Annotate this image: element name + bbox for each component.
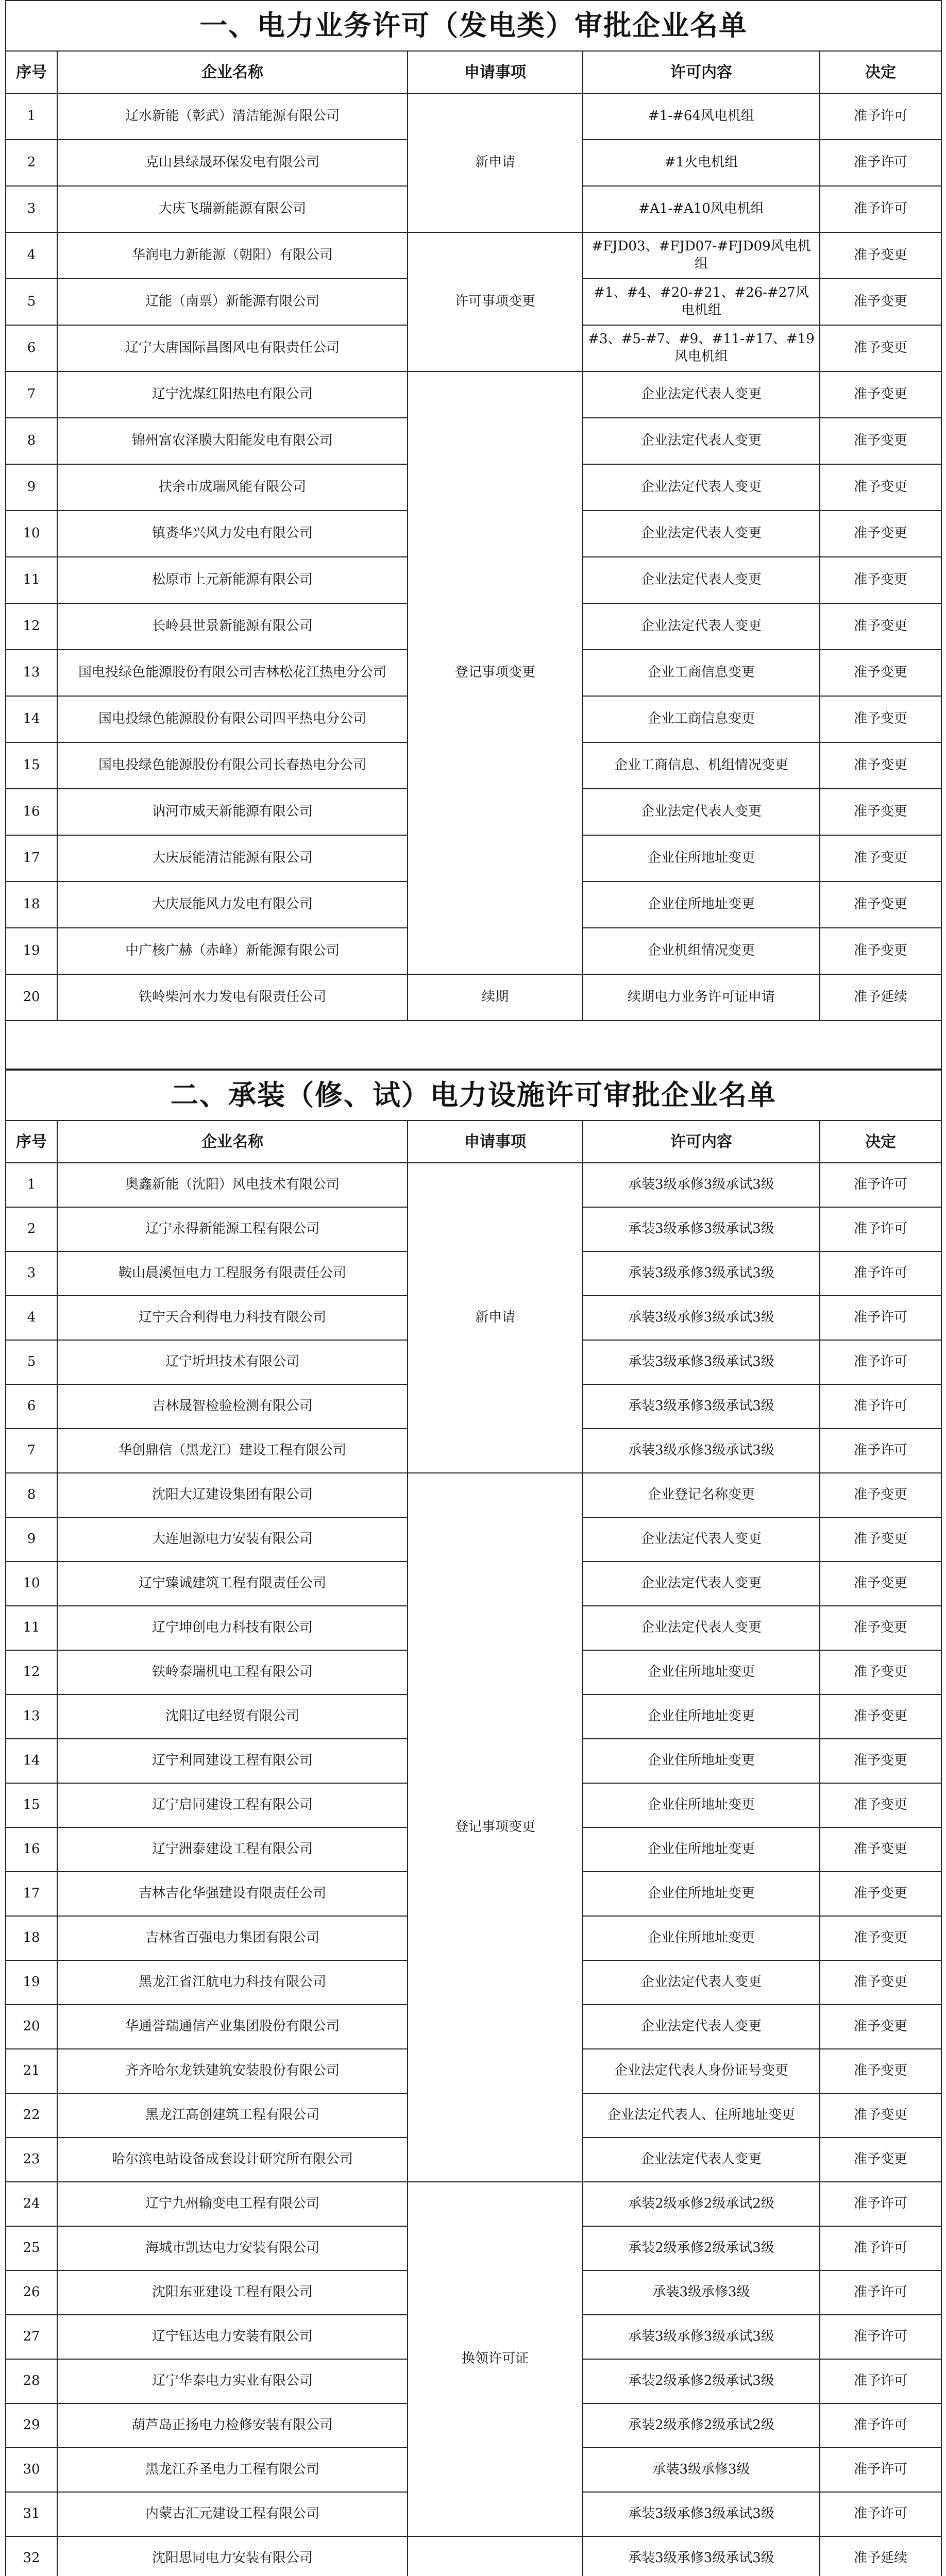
license-content: 承装3级承修3级承试3级: [583, 1251, 820, 1296]
license-content: #1-#64风电机组: [583, 93, 820, 140]
table-row: [6, 2536, 941, 2576]
row-index: 12: [6, 1650, 57, 1694]
title-row: [6, 1070, 941, 1121]
company-name: 吉林晟智检验检测有限公司: [57, 1384, 408, 1429]
header-content: 许可内容: [583, 1121, 820, 1163]
decision: 准予变更: [820, 279, 941, 325]
license-content: 企业住所地址变更: [583, 1739, 820, 1783]
license-content: 承装2级承修2级承试2级: [583, 2403, 820, 2448]
header-content: 许可内容: [583, 51, 820, 93]
application-item: 登记事项变更: [408, 371, 583, 974]
row-index: 3: [6, 186, 57, 232]
license-content: 承装3级承修3级承试3级: [583, 2492, 820, 2536]
row-index: 11: [6, 557, 57, 603]
company-name: 辽宁启同建设工程有限公司: [57, 1783, 408, 1827]
license-content: 企业法定代表人变更: [583, 2005, 820, 2049]
header-company: 企业名称: [57, 1121, 408, 1163]
decision: 准予变更: [820, 789, 941, 835]
license-content: 承装3级承修3级承试3级: [583, 1296, 820, 1340]
application-item: 换领许可证: [408, 2182, 583, 2536]
company-name: 葫芦岛正扬电力检修安装有限公司: [57, 2403, 408, 2448]
license-content: 企业机组情况变更: [583, 928, 820, 974]
gap-cell: [6, 1021, 941, 1069]
row-index: 26: [6, 2270, 57, 2315]
row-index: 14: [6, 696, 57, 742]
company-name: 华润电力新能源（朝阳）有限公司: [57, 232, 408, 279]
row-index: 1: [6, 1163, 57, 1207]
row-index: 6: [6, 1384, 57, 1429]
license-content: 企业法定代表人变更: [583, 557, 820, 603]
company-name: 辽宁坤创电力科技有限公司: [57, 1606, 408, 1650]
row-index: 4: [6, 1296, 57, 1340]
license-content: 承装2级承修2级承试3级: [583, 2359, 820, 2403]
company-name: 辽宁钰达电力安装有限公司: [57, 2315, 408, 2359]
company-name: 中广核广赫（赤峰）新能源有限公司: [57, 928, 408, 974]
row-index: 15: [6, 1783, 57, 1827]
row-index: 2: [6, 140, 57, 186]
decision: 准予许可: [820, 1340, 941, 1384]
decision: 准予许可: [820, 1384, 941, 1429]
row-index: 9: [6, 1517, 57, 1562]
header-item: 申请事项: [408, 51, 583, 93]
decision: 准予变更: [820, 1960, 941, 2005]
decision: 准予变更: [820, 1783, 941, 1827]
decision: 准予变更: [820, 557, 941, 603]
section-gap: [6, 1021, 941, 1069]
license-content: 企业工商信息变更: [583, 650, 820, 696]
row-index: 8: [6, 1473, 57, 1517]
decision: 准予变更: [820, 835, 941, 882]
license-content: #3、#5-#7、#9、#11-#17、#19风电机组: [583, 325, 820, 371]
row-index: 12: [6, 603, 57, 650]
row-index: 27: [6, 2315, 57, 2359]
header-decision: 决定: [820, 1121, 941, 1163]
row-index: 29: [6, 2403, 57, 2448]
company-name: 奥鑫新能（沈阳）风电技术有限公司: [57, 1163, 408, 1207]
license-content: 承装3级承修3级承试3级: [583, 1384, 820, 1429]
decision: 准予延续: [820, 974, 941, 1021]
decision: 准予许可: [820, 2403, 941, 2448]
decision: 准予变更: [820, 1694, 941, 1739]
row-index: 9: [6, 464, 57, 511]
document: [5, 0, 941, 2576]
header-row: [6, 51, 941, 93]
company-name: 克山县绿晟环保发电有限公司: [57, 140, 408, 186]
decision: 准予变更: [820, 2049, 941, 2093]
company-name: 锦州富农泽膜大阳能发电有限公司: [57, 418, 408, 464]
company-name: 吉林省百强电力集团有限公司: [57, 1916, 408, 1960]
row-index: 7: [6, 1429, 57, 1473]
decision: 准予许可: [820, 2270, 941, 2315]
decision: 准予许可: [820, 1296, 941, 1340]
company-name: 沈阳思同电力安装有限公司: [57, 2536, 408, 2576]
decision: 准予变更: [820, 2093, 941, 2138]
application-item: 登记事项变更: [408, 1473, 583, 2182]
company-name: 辽宁天合利得电力科技有限公司: [57, 1296, 408, 1340]
decision: 准予许可: [820, 186, 941, 232]
license-content: 企业法定代表人变更: [583, 1960, 820, 2005]
row-index: 8: [6, 418, 57, 464]
company-name: 海城市凯达电力安装有限公司: [57, 2226, 408, 2270]
decision: 准予变更: [820, 2005, 941, 2049]
license-content: 承装3级承修3级承试3级: [583, 1163, 820, 1207]
decision: 准予变更: [820, 232, 941, 279]
header-item: 申请事项: [408, 1121, 583, 1163]
row-index: 18: [6, 882, 57, 928]
decision: 准予许可: [820, 2359, 941, 2403]
row-index: 25: [6, 2226, 57, 2270]
decision: 准予变更: [820, 1606, 941, 1650]
license-content: 承装3级承修3级承试3级: [583, 2536, 820, 2576]
license-content: 企业法定代表人变更: [583, 371, 820, 418]
company-name: 长岭县世景新能源有限公司: [57, 603, 408, 650]
company-name: 辽宁大唐国际昌图风电有限责任公司: [57, 325, 408, 371]
row-index: 14: [6, 1739, 57, 1783]
row-index: 20: [6, 2005, 57, 2049]
header-index: 序号: [6, 51, 57, 93]
decision: 准予变更: [820, 1916, 941, 1960]
license-content: 企业住所地址变更: [583, 835, 820, 882]
company-name: 扶余市成瑞风能有限公司: [57, 464, 408, 511]
header-decision: 决定: [820, 51, 941, 93]
company-name: 辽宁洲泰建设工程有限公司: [57, 1827, 408, 1872]
decision: 准予许可: [820, 1251, 941, 1296]
license-content: 企业住所地址变更: [583, 1783, 820, 1827]
company-name: 沈阳东亚建设工程有限公司: [57, 2270, 408, 2315]
license-content: #1火电机组: [583, 140, 820, 186]
license-content: 企业住所地址变更: [583, 1650, 820, 1694]
row-index: 32: [6, 2536, 57, 2576]
header-index: 序号: [6, 1121, 57, 1163]
table-row: [6, 232, 941, 279]
row-index: 24: [6, 2182, 57, 2226]
decision: 准予许可: [820, 2315, 941, 2359]
license-content: 企业法定代表人变更: [583, 789, 820, 835]
license-content: 企业法定代表人变更: [583, 464, 820, 511]
company-name: 辽宁九州输变电工程有限公司: [57, 2182, 408, 2226]
license-content: 承装3级承修3级: [583, 2270, 820, 2315]
company-name: 黑龙江高创建筑工程有限公司: [57, 2093, 408, 2138]
license-content: 企业法定代表人变更: [583, 1606, 820, 1650]
license-content: 企业住所地址变更: [583, 882, 820, 928]
license-content: 承装2级承修2级承试3级: [583, 2226, 820, 2270]
company-name: 国电投绿色能源股份有限公司长春热电分公司: [57, 742, 408, 789]
row-index: 10: [6, 511, 57, 557]
table-row: [6, 974, 941, 1021]
license-content: 企业法定代表人变更: [583, 1517, 820, 1562]
company-name: 大庆辰能风力发电有限公司: [57, 882, 408, 928]
company-name: 沈阳大辽建设集团有限公司: [57, 1473, 408, 1517]
company-name: 哈尔滨电站设备成套设计研究所有限公司: [57, 2138, 408, 2182]
row-index: 16: [6, 1827, 57, 1872]
company-name: 辽宁圻坦技术有限公司: [57, 1340, 408, 1384]
row-index: 11: [6, 1606, 57, 1650]
company-name: 黑龙江乔圣电力工程有限公司: [57, 2448, 408, 2492]
company-name: 辽宁沈煤红阳热电有限公司: [57, 371, 408, 418]
header-company: 企业名称: [57, 51, 408, 93]
license-content: 企业登记名称变更: [583, 1473, 820, 1517]
company-name: 讷河市威天新能源有限公司: [57, 789, 408, 835]
row-index: 7: [6, 371, 57, 418]
application-item: 新申请: [408, 1163, 583, 1473]
decision: 准予变更: [820, 325, 941, 371]
license-content: 企业住所地址变更: [583, 1827, 820, 1872]
decision: 准予变更: [820, 742, 941, 789]
license-content: 企业法定代表人变更: [583, 2138, 820, 2182]
company-name: 铁岭柴河水力发电有限责任公司: [57, 974, 408, 1021]
table-generation-license: [5, 0, 942, 1070]
row-index: 13: [6, 650, 57, 696]
company-name: 华创鼎信（黑龙江）建设工程有限公司: [57, 1429, 408, 1473]
decision: 准予变更: [820, 1827, 941, 1872]
company-name: 鞍山晨溪恒电力工程服务有限责任公司: [57, 1251, 408, 1296]
license-content: #FJD03、#FJD07-#FJD09风电机组: [583, 232, 820, 279]
row-index: 23: [6, 2138, 57, 2182]
company-name: 国电投绿色能源股份有限公司吉林松花江热电分公司: [57, 650, 408, 696]
table-row: [6, 2182, 941, 2226]
application-item: 新申请: [408, 93, 583, 232]
row-index: 5: [6, 279, 57, 325]
decision: 准予许可: [820, 1207, 941, 1251]
row-index: 18: [6, 1916, 57, 1960]
row-index: 16: [6, 789, 57, 835]
decision: 准予变更: [820, 1517, 941, 1562]
license-content: 承装2级承修2级承试2级: [583, 2182, 820, 2226]
decision: 准予变更: [820, 882, 941, 928]
row-index: 4: [6, 232, 57, 279]
company-name: 黑龙江省江航电力科技有限公司: [57, 1960, 408, 2005]
row-index: 10: [6, 1562, 57, 1606]
decision: 准予变更: [820, 1562, 941, 1606]
decision: 准予变更: [820, 418, 941, 464]
row-index: 17: [6, 1872, 57, 1916]
decision: 准予许可: [820, 1163, 941, 1207]
company-name: 辽宁利同建设工程有限公司: [57, 1739, 408, 1783]
decision: 准予延续: [820, 2536, 941, 2576]
license-content: 企业工商信息、机组情况变更: [583, 742, 820, 789]
application-item: 许可事项变更: [408, 232, 583, 371]
company-name: 国电投绿色能源股份有限公司四平热电分公司: [57, 696, 408, 742]
decision: 准予变更: [820, 1473, 941, 1517]
decision: 准予许可: [820, 2226, 941, 2270]
company-name: 辽宁臻诚建筑工程有限责任公司: [57, 1562, 408, 1606]
company-name: 齐齐哈尔龙铁建筑安装股份有限公司: [57, 2049, 408, 2093]
company-name: 内蒙古汇元建设工程有限公司: [57, 2492, 408, 2536]
decision: 准予变更: [820, 511, 941, 557]
license-content: 企业法定代表人变更: [583, 603, 820, 650]
table-row: [6, 1473, 941, 1517]
license-content: 承装3级承修3级: [583, 2448, 820, 2492]
decision: 准予变更: [820, 371, 941, 418]
license-content: 承装3级承修3级承试3级: [583, 1207, 820, 1251]
license-content: #A1-#A10风电机组: [583, 186, 820, 232]
row-index: 30: [6, 2448, 57, 2492]
license-content: 承装3级承修3级承试3级: [583, 1429, 820, 1473]
company-name: 辽水新能（彰武）清洁能源有限公司: [57, 93, 408, 140]
table-row: [6, 1163, 941, 1207]
company-name: 辽能（南票）新能源有限公司: [57, 279, 408, 325]
row-index: 5: [6, 1340, 57, 1384]
license-content: 企业住所地址变更: [583, 1694, 820, 1739]
company-name: 大连旭源电力安装有限公司: [57, 1517, 408, 1562]
decision: 准予许可: [820, 1429, 941, 1473]
row-index: 31: [6, 2492, 57, 2536]
license-content: 企业住所地址变更: [583, 1916, 820, 1960]
company-name: 辽宁华泰电力实业有限公司: [57, 2359, 408, 2403]
decision: 准予变更: [820, 1872, 941, 1916]
company-name: 辽宁永得新能源工程有限公司: [57, 1207, 408, 1251]
decision: 准予变更: [820, 1650, 941, 1694]
license-content: 企业法定代表人身份证号变更: [583, 2049, 820, 2093]
application-item: [408, 2536, 583, 2576]
decision: 准予许可: [820, 140, 941, 186]
section-title: 二、承装（修、试）电力设施许可审批企业名单: [6, 1070, 941, 1121]
row-index: 15: [6, 742, 57, 789]
table-row: [6, 93, 941, 140]
decision: 准予变更: [820, 464, 941, 511]
row-index: 20: [6, 974, 57, 1021]
company-name: 沈阳辽电经贸有限公司: [57, 1694, 408, 1739]
decision: 准予变更: [820, 2138, 941, 2182]
company-name: 大庆飞瑞新能源有限公司: [57, 186, 408, 232]
company-name: 华通誉瑞通信产业集团股份有限公司: [57, 2005, 408, 2049]
row-index: 19: [6, 928, 57, 974]
license-content: 续期电力业务许可证申请: [583, 974, 820, 1021]
application-item: 续期: [408, 974, 583, 1021]
row-index: 19: [6, 1960, 57, 2005]
license-content: #1、#4、#20-#21、#26-#27风电机组: [583, 279, 820, 325]
decision: 准予许可: [820, 2492, 941, 2536]
company-name: 松原市上元新能源有限公司: [57, 557, 408, 603]
decision: 准予变更: [820, 696, 941, 742]
license-content: 企业法定代表人变更: [583, 511, 820, 557]
company-name: 大庆辰能清洁能源有限公司: [57, 835, 408, 882]
title-row: [6, 1, 941, 51]
row-index: 28: [6, 2359, 57, 2403]
section-title: 一、电力业务许可（发电类）审批企业名单: [6, 1, 941, 51]
company-name: 镇赉华兴风力发电有限公司: [57, 511, 408, 557]
row-index: 17: [6, 835, 57, 882]
decision: 准予变更: [820, 928, 941, 974]
license-content: 企业法定代表人变更: [583, 418, 820, 464]
row-index: 3: [6, 1251, 57, 1296]
decision: 准予变更: [820, 1739, 941, 1783]
decision: 准予许可: [820, 2182, 941, 2226]
table-facility-license: [5, 1070, 942, 2576]
row-index: 1: [6, 93, 57, 140]
row-index: 2: [6, 1207, 57, 1251]
row-index: 13: [6, 1694, 57, 1739]
company-name: 铁岭泰瑞机电工程有限公司: [57, 1650, 408, 1694]
row-index: 6: [6, 325, 57, 371]
decision: 准予变更: [820, 650, 941, 696]
header-row: [6, 1121, 941, 1163]
license-content: 承装3级承修3级承试3级: [583, 1340, 820, 1384]
license-content: 企业法定代表人、住所地址变更: [583, 2093, 820, 2138]
decision: 准予变更: [820, 603, 941, 650]
row-index: 22: [6, 2093, 57, 2138]
company-name: 吉林吉化华强建设有限责任公司: [57, 1872, 408, 1916]
license-content: 企业住所地址变更: [583, 1872, 820, 1916]
row-index: 21: [6, 2049, 57, 2093]
license-content: 企业法定代表人变更: [583, 1562, 820, 1606]
license-content: 承装3级承修3级承试3级: [583, 2315, 820, 2359]
decision: 准予许可: [820, 93, 941, 140]
table-row: [6, 371, 941, 418]
license-content: 企业工商信息变更: [583, 696, 820, 742]
decision: 准予许可: [820, 2448, 941, 2492]
